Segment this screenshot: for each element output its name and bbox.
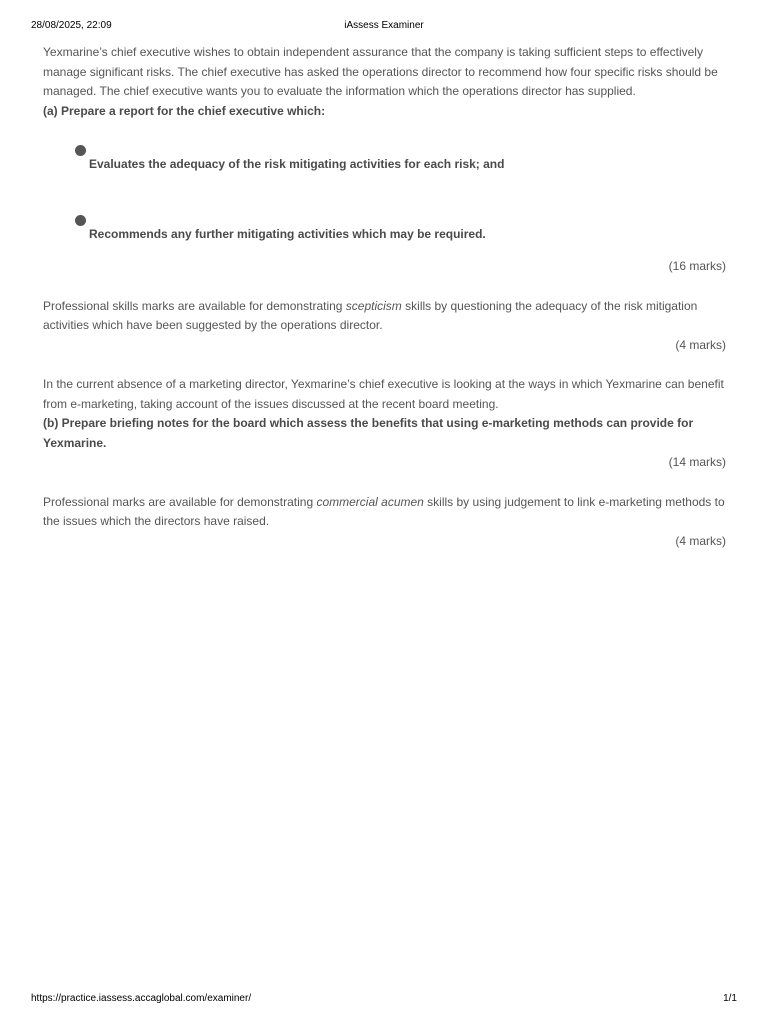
question-content	[43, 43, 726, 551]
print-url: https://practice.iassess.accaglobal.com/examiner/	[31, 993, 252, 1004]
skills-scepticism-marks: (4 marks)	[675, 337, 726, 352]
skills-commercial-marks: (4 marks)	[675, 533, 726, 548]
bullet-text: Evaluates the adequacy of the risk mitigating activities for each risk; and	[89, 157, 505, 171]
part-b-heading: (b) Prepare briefing notes for the board which assess the benefits that using e-marketing methods can provide for Yexmarine.	[43, 416, 694, 450]
skill-emphasis: commercial acumen	[316, 494, 424, 509]
part-a-marks: (16 marks)	[668, 259, 726, 273]
intro-paragraph: Yexmarine’s chief executive wishes to obtain independent assurance that the company is taking sufficient steps to effectively manage significant risks. The chief executive has asked the operations director to recommend how four specific risks should be managed. The chief executive wants you to evaluate the information which the operations director has supplied.	[43, 45, 718, 98]
skills-scepticism-paragraph: Professional skills marks are available for demonstrating scepticism skills by questioning the adequacy of the risk mitigation activities which have been suggested by the operations director.	[43, 298, 698, 332]
bullet-icon	[75, 145, 86, 156]
list-item	[43, 225, 726, 245]
print-page-title: iAssess Examiner	[344, 20, 424, 31]
part-a-bullet-list	[43, 155, 726, 244]
print-header	[0, 20, 768, 34]
print-datetime: 28/08/2025, 22:09	[31, 20, 112, 31]
skill-emphasis: scepticism	[345, 298, 402, 313]
part-b-marks: (14 marks)	[668, 455, 726, 469]
bullet-icon	[75, 215, 86, 226]
part-a-heading: (a) Prepare a report for the chief executive which:	[43, 103, 326, 118]
list-item	[43, 155, 726, 175]
skills-commercial-paragraph: Professional marks are available for demonstrating commercial acumen skills by using judgement to link e-marketing methods to the issues which the directors have raised.	[43, 494, 725, 528]
bullet-text: Recommends any further mitigating activities which may be required.	[89, 226, 486, 241]
print-footer	[0, 993, 768, 1007]
part-b-context: In the current absence of a marketing director, Yexmarine’s chief executive is looking at the ways in which Yexmarine can benefit from e-marketing, taking account of the issues discussed at the recent board meeting.	[43, 377, 724, 411]
print-page-number: 1/1	[723, 993, 737, 1004]
